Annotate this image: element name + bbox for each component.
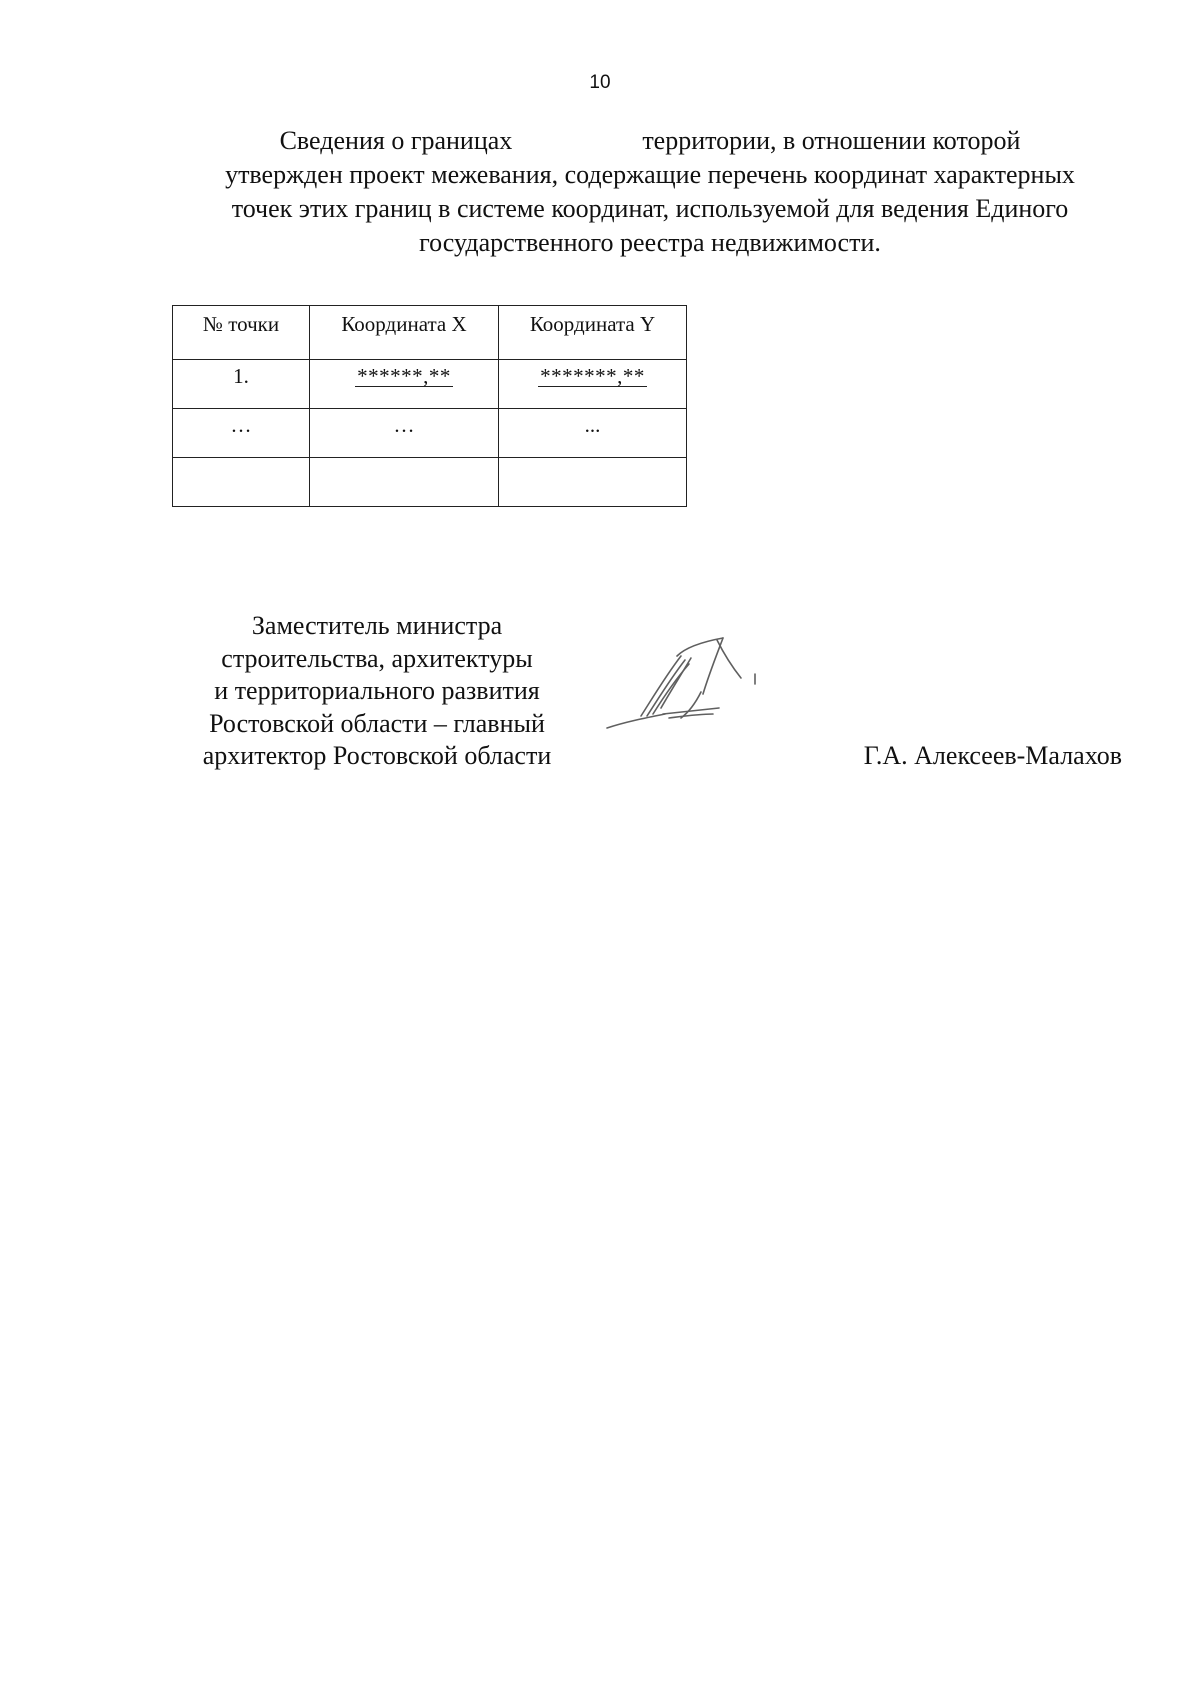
signatory-position [170,610,584,773]
document-heading [150,124,1150,260]
signer-name: Г.А. Алексеев-Малахов [863,741,1122,770]
table-row [173,458,687,507]
heading-line-3: точек этих границ в системе координат, используемой для ведения Единого [231,194,1069,223]
position-line: и территориального развития [214,676,540,705]
table-row [173,409,687,458]
header-coordinate-y: Координата Y [499,306,687,360]
position-line: Заместитель министра [251,611,503,640]
masked-value: ******,** [357,364,451,388]
cell-point-number: … [173,409,310,458]
position-line: строительства, архитектуры [221,643,533,673]
heading-line-1-part-1: Сведения о границах [279,126,513,155]
cell-point-number: 1. [173,360,310,409]
header-point-number: № точки [173,306,310,360]
header-coordinate-x: Координата X [310,306,499,360]
cell-coordinate-y [499,458,687,507]
table-row [173,360,687,409]
cell-coordinate-x: … [310,409,499,458]
cell-point-number [173,458,310,507]
table-header-row [173,306,687,360]
heading-line-1 [150,124,1150,158]
heading-line-1-part-2: территории, в отношении которой [642,126,1021,155]
heading-line-2: утвержден проект межевания, содержащие перечень координат характерных [225,160,1075,189]
position-line: Ростовской области – главный [209,708,545,738]
coordinates-table [172,305,687,507]
position-line: архитектор Ростовской области [202,741,552,770]
cell-coordinate-y: ... [499,409,687,458]
cell-coordinate-x [310,360,499,409]
cell-coordinate-x [310,458,499,507]
masked-value: *******,** [540,364,645,388]
heading-line-4: государственного реестра недвижимости. [419,228,881,257]
handwritten-signature-icon [605,634,765,734]
cell-coordinate-y [499,360,687,409]
page-number: 10 [589,72,611,93]
